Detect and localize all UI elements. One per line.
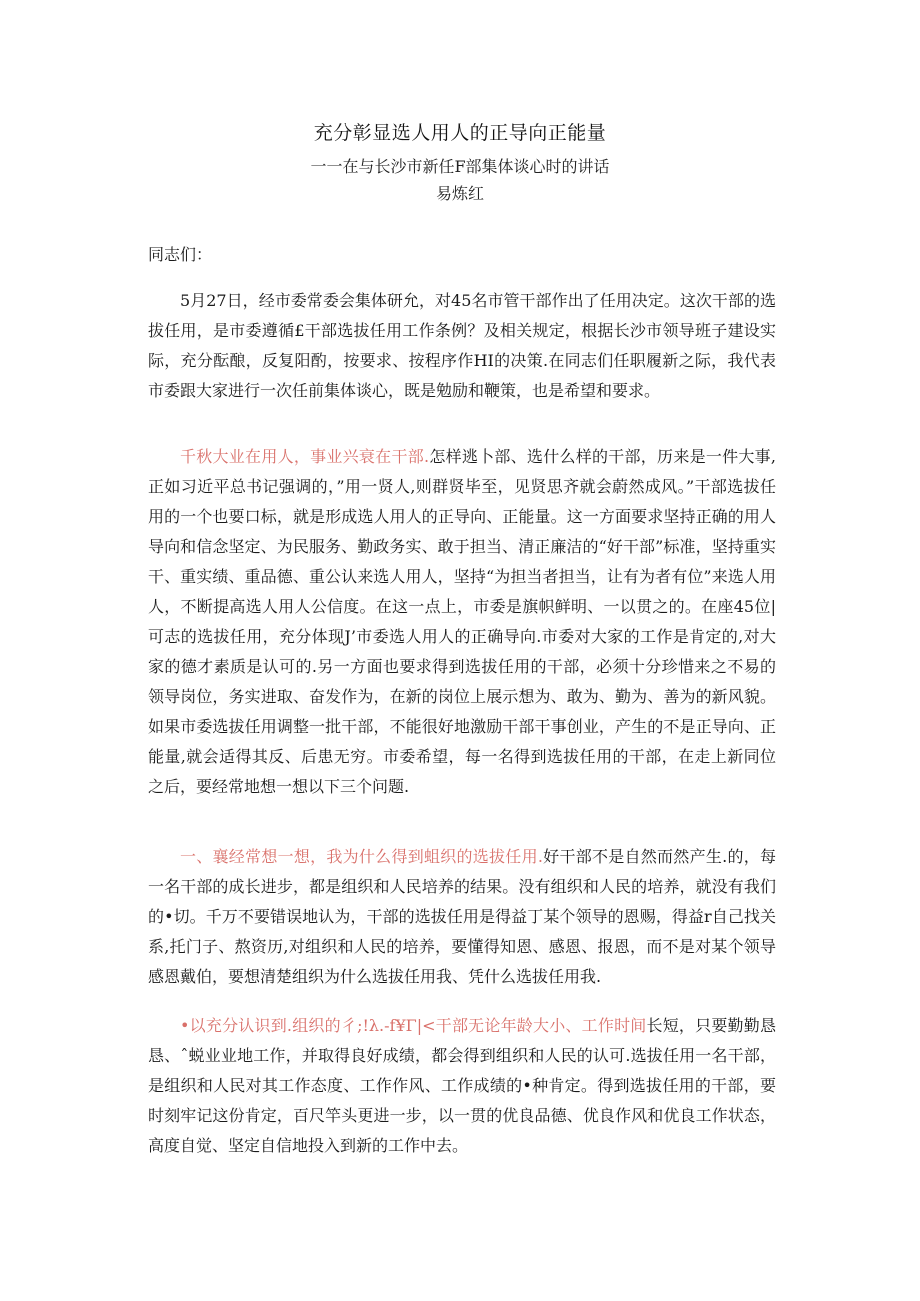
paragraph-4-body: 长短，只要勤勤恳恳、ˆ蜕业业地工作，并取得良好成绩，都会得到组织和人民的认可.选拔任用一名干部，是组织和人民对其工作态度、工作作风、工作成绩的•种肯定。得到选拔任用的干部，要时刻牢记这份肯定，百尺竿头更进一步，以一贯的优良品德、优良作风和优良工作状态，高度自觉、坚定自信地投入到新的工作中去。 — [148, 1016, 776, 1155]
salutation: 同志们： — [148, 245, 213, 264]
paragraph-3-highlight: 一、襄经常想一想，我为什么得到蛆织的选拔任用. — [180, 847, 543, 866]
document-title: 充分彰显选人用人的正导向正能量 — [313, 122, 607, 144]
paragraph-3 — [148, 842, 776, 992]
paragraph-2-body: 怎样逃卜部、选什么样的干部，历来是一件大事,正如习近平总书记强调的，”用一贤人,则群贤毕至，见贤思齐就会蔚然成风。”干部选拔任用的一个也要口标，就是形成选人用人的正导向、正能量。这一方面要求坚持正确的用人导向和信念坚定、为民服务、勤政务实、敢于担当、清正廉洁的“好干部”标准，坚持重实干、重实绩、重品德、重公认来选人用人，坚持“为担当者担当，让有为者有位”来选人用人，不断提高选人用人公信度。在这一点上，市委是旗帜鲜明、一以贯之的。在座45位|可志的选拔任用，充分体现J’市委选人用人的正确导向.市委对大家的工作是肯定的,对大家的德才素质是认可的.另一方面也要求得到选拔任用的干部，必须十分珍惜来之不易的领导岗位，务实进取、奋发作为，在新的岗位上展示想为、敢为、勤为、善为的新风貌。如果市委选拔任用调整一批干部，不能很好地激励干部干事创业，产生的不是正导向、正能量,就会适得其反、后患无穷。市委希望，每一名得到选拔任用的干部，在走上新同位之后，要经常地想一想以下三个问题. — [148, 447, 776, 796]
document-subtitle: 一一在与长沙市新任F部集体谈心时的讲话 — [310, 157, 610, 176]
paragraph-2-highlight: 千秋大业在用人，事业兴衰在干部. — [180, 447, 430, 466]
paragraph-1-body: 5月27日，经市委常委会集体研允，对45名市管干部作出了任用决定。这次干部的选拔任用，是市委遵循£干部选拔任用工作条例？及相关规定，根据长沙市领导班子建设实际，充分酝酿，反复阳酌，按要求、按程序作HI的决策.在同志们任职履新之际，我代表市委跟大家进行一次任前集体谈心，既是勉励和鞭策，也是希望和要求。 — [148, 291, 776, 400]
paragraph-4 — [148, 1011, 776, 1161]
paragraph-4-highlight: •以充分认识到.组织的彳;!λ.-f¥Γ|<干部无论年龄大小、工作时间 — [180, 1016, 647, 1035]
paragraph-1 — [148, 286, 776, 406]
paragraph-3-body: 好干部不是自然而然产生.的，每一名干部的成长进步，都是组织和人民培养的结果。没有组织和人民的培养，就没有我们的•切。千万不要错误地认为，干部的选拔任用是得益丁某个领导的恩赐，得益r自己找关系,托门子、熬资历,对组织和人民的培养，要懂得知恩、感恩、报恩，而不是对某个领导感恩戴伯，要想清楚组织为什么选拔任用我、凭什么选拔任用我. — [148, 847, 776, 986]
paragraph-2 — [148, 442, 776, 802]
author-name: 易炼红 — [435, 184, 484, 203]
